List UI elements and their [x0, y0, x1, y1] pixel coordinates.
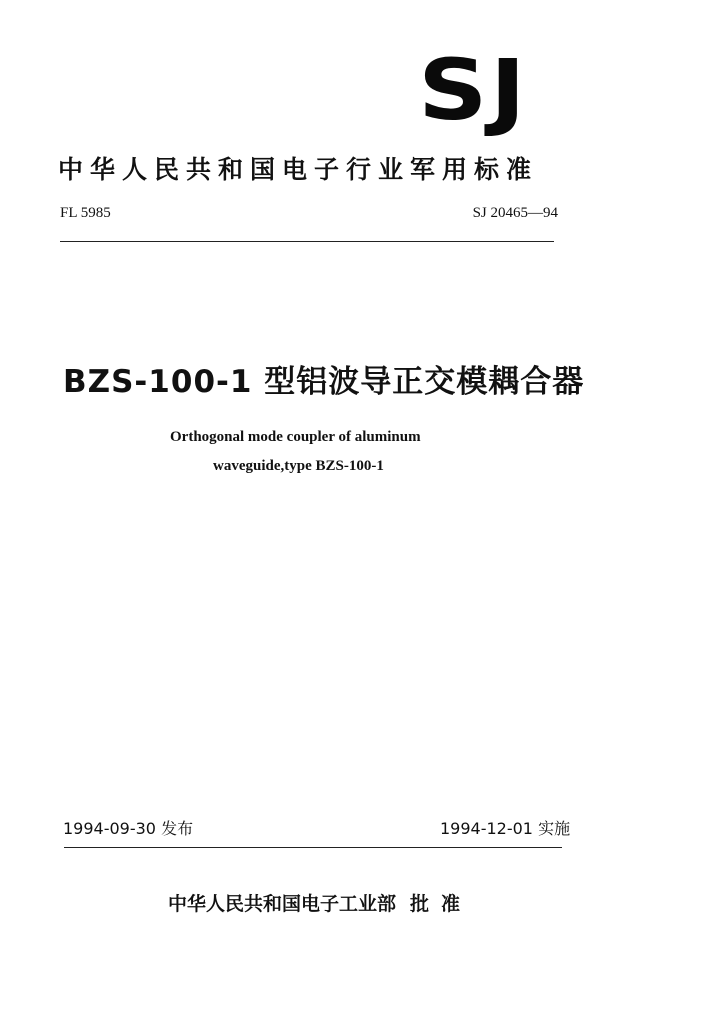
- approving-authority: 中华人民共和国电子工业部: [168, 893, 397, 915]
- classification-code: FL 5985: [60, 205, 111, 221]
- title-english-line1: Orthogonal mode coupler of aluminum: [170, 429, 421, 445]
- title-chinese: BZS-100-1 型铝波导正交模耦合器: [63, 364, 585, 400]
- title-english-line2: waveguide,type BZS-100-1: [213, 458, 384, 474]
- approval-action: 批准: [410, 893, 473, 915]
- sj-logo: SJ: [418, 41, 529, 139]
- standard-type-heading: 中华人民共和国电子行业军用标准: [58, 155, 539, 184]
- issue-date: 1994-09-30 发布: [63, 819, 194, 838]
- header-divider: [60, 241, 554, 242]
- standard-number: SJ 20465—94: [472, 205, 558, 221]
- implementation-date: 1994-12-01 实施: [440, 819, 571, 838]
- footer-divider: [64, 847, 562, 848]
